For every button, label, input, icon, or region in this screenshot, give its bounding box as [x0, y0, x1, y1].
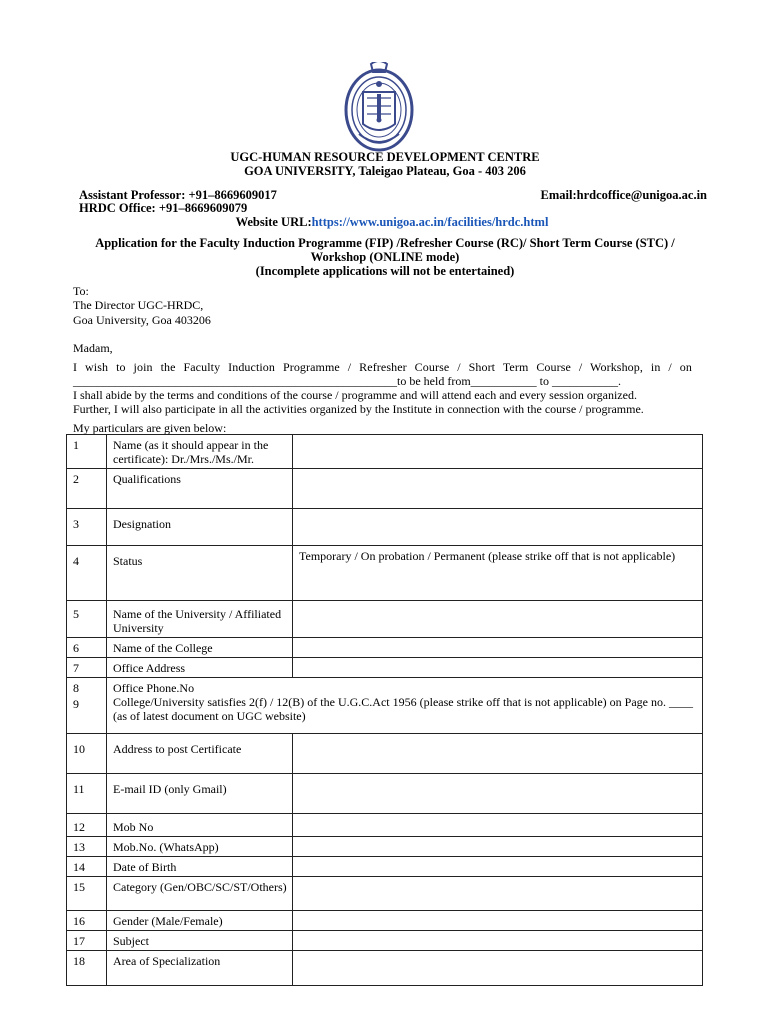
table-row	[67, 857, 703, 877]
hrdc-office-phone: HRDC Office: +91–8669609079	[79, 201, 248, 215]
table-row	[67, 546, 703, 601]
table-row	[67, 734, 703, 774]
row-label: Name of the University / Affiliated University	[107, 601, 293, 638]
row-label: Name of the College	[107, 638, 293, 658]
body-line-3: I shall abide by the terms and conditions of the course / programme and will attend each and every session organized.	[73, 388, 637, 402]
college-field[interactable]	[293, 638, 703, 658]
office-phone-label: Office Phone.No	[113, 681, 195, 695]
mobile-field[interactable]	[293, 814, 703, 837]
table-row	[67, 814, 703, 837]
row-label: Mob No	[107, 814, 293, 837]
office-address-field[interactable]	[293, 658, 703, 678]
status-field[interactable]: Temporary / On probation / Permanent (please strike off that is not applicable)	[293, 546, 703, 601]
website-link[interactable]: https://www.unigoa.ac.in/facilities/hrdc.html	[311, 215, 549, 229]
ugc-act-statement: College/University satisfies 2(f) / 12(B) of the U.G.C.Act 1956 (please strike off that is not applicable) on Page no. ____ (as of latest document on UGC website)	[113, 695, 693, 723]
row-number: 7	[67, 658, 107, 678]
row-number: 16	[67, 911, 107, 931]
application-title: Application for the Faculty Induction Programme (FIP) /Refresher Course (RC)/ Short Term Course (STC) /	[95, 236, 675, 250]
qualifications-field[interactable]	[293, 469, 703, 509]
table-row	[67, 601, 703, 638]
table-row	[67, 435, 703, 469]
centre-title: UGC-HUMAN RESOURCE DEVELOPMENT CENTRE	[230, 150, 540, 164]
row-label: Date of Birth	[107, 857, 293, 877]
row-number: 13	[67, 837, 107, 857]
row-label: Area of Specialization	[107, 951, 293, 986]
table-row	[67, 774, 703, 814]
university-seal-logo	[343, 62, 415, 152]
table-row	[67, 931, 703, 951]
row-number: 14	[67, 857, 107, 877]
table-row	[67, 638, 703, 658]
category-field[interactable]	[293, 877, 703, 911]
table-row	[67, 837, 703, 857]
row-label	[107, 678, 703, 734]
row-number: 6	[67, 638, 107, 658]
salutation: Madam,	[73, 341, 113, 355]
row-label: Subject	[107, 931, 293, 951]
row-number: 15	[67, 877, 107, 911]
row-number: 5	[67, 601, 107, 638]
row-number: 17	[67, 931, 107, 951]
row-label: Mob.No. (WhatsApp)	[107, 837, 293, 857]
row-number: 11	[67, 774, 107, 814]
table-row	[67, 911, 703, 931]
row-number: 12	[67, 814, 107, 837]
incomplete-note: (Incomplete applications will not be entertained)	[255, 264, 515, 278]
row-number: 10	[67, 734, 107, 774]
row-number: 18	[67, 951, 107, 986]
body-line-4: Further, I will also participate in all the activities organized by the Institute in connection with the course / programme.	[73, 402, 644, 416]
table-row	[67, 469, 703, 509]
table-row	[67, 658, 703, 678]
website-label: Website URL:	[235, 215, 312, 229]
row-label: Designation	[107, 509, 293, 546]
row-number: 4	[67, 546, 107, 601]
particulars-label: My particulars are given below:	[73, 421, 227, 435]
row-number: 1	[67, 435, 107, 469]
row-label: Office Address	[107, 658, 293, 678]
row-label: Gender (Male/Female)	[107, 911, 293, 931]
table-row	[67, 951, 703, 986]
particulars-table	[66, 434, 703, 986]
application-mode: Workshop (ONLINE mode)	[310, 250, 460, 264]
dob-field[interactable]	[293, 857, 703, 877]
row-number: 2	[67, 469, 107, 509]
row-label: Status	[107, 546, 293, 601]
body-line-1: I wish to join the Faculty Induction Programme / Refresher Course / Short Term Course / Workshop, in / on	[73, 360, 692, 374]
university-address: GOA UNIVERSITY, Taleigao Plateau, Goa - 403 206	[244, 164, 526, 178]
row-label: Qualifications	[107, 469, 293, 509]
email-address: Email:hrdcoffice@unigoa.ac.in	[540, 188, 707, 202]
table-row	[67, 509, 703, 546]
table-row	[67, 678, 703, 734]
university-field[interactable]	[293, 601, 703, 638]
to-label: To:	[73, 284, 89, 298]
row-label: Category (Gen/OBC/SC/ST/Others)	[107, 877, 293, 911]
row-label: Name (as it should appear in the certificate): Dr./Mrs./Ms./Mr.	[107, 435, 293, 469]
email-field[interactable]	[293, 774, 703, 814]
row-number	[67, 678, 107, 734]
row-number: 3	[67, 509, 107, 546]
row-9-number: 9	[73, 697, 79, 711]
designation-field[interactable]	[293, 509, 703, 546]
name-field[interactable]	[293, 435, 703, 469]
row-label: Address to post Certificate	[107, 734, 293, 774]
gender-field[interactable]	[293, 911, 703, 931]
row-8-number: 8	[73, 681, 79, 695]
subject-field[interactable]	[293, 931, 703, 951]
certificate-address-field[interactable]	[293, 734, 703, 774]
body-line-2: ______________________________________________________to be held from___________ to ___________.	[73, 374, 621, 388]
university-line: Goa University, Goa 403206	[73, 313, 211, 327]
whatsapp-field[interactable]	[293, 837, 703, 857]
row-label: E-mail ID (only Gmail)	[107, 774, 293, 814]
table-row	[67, 877, 703, 911]
website-line	[0, 215, 770, 230]
assistant-professor-phone: Assistant Professor: +91–8669609017	[79, 188, 277, 202]
specialization-field[interactable]	[293, 951, 703, 986]
director-line: The Director UGC-HRDC,	[73, 298, 204, 312]
